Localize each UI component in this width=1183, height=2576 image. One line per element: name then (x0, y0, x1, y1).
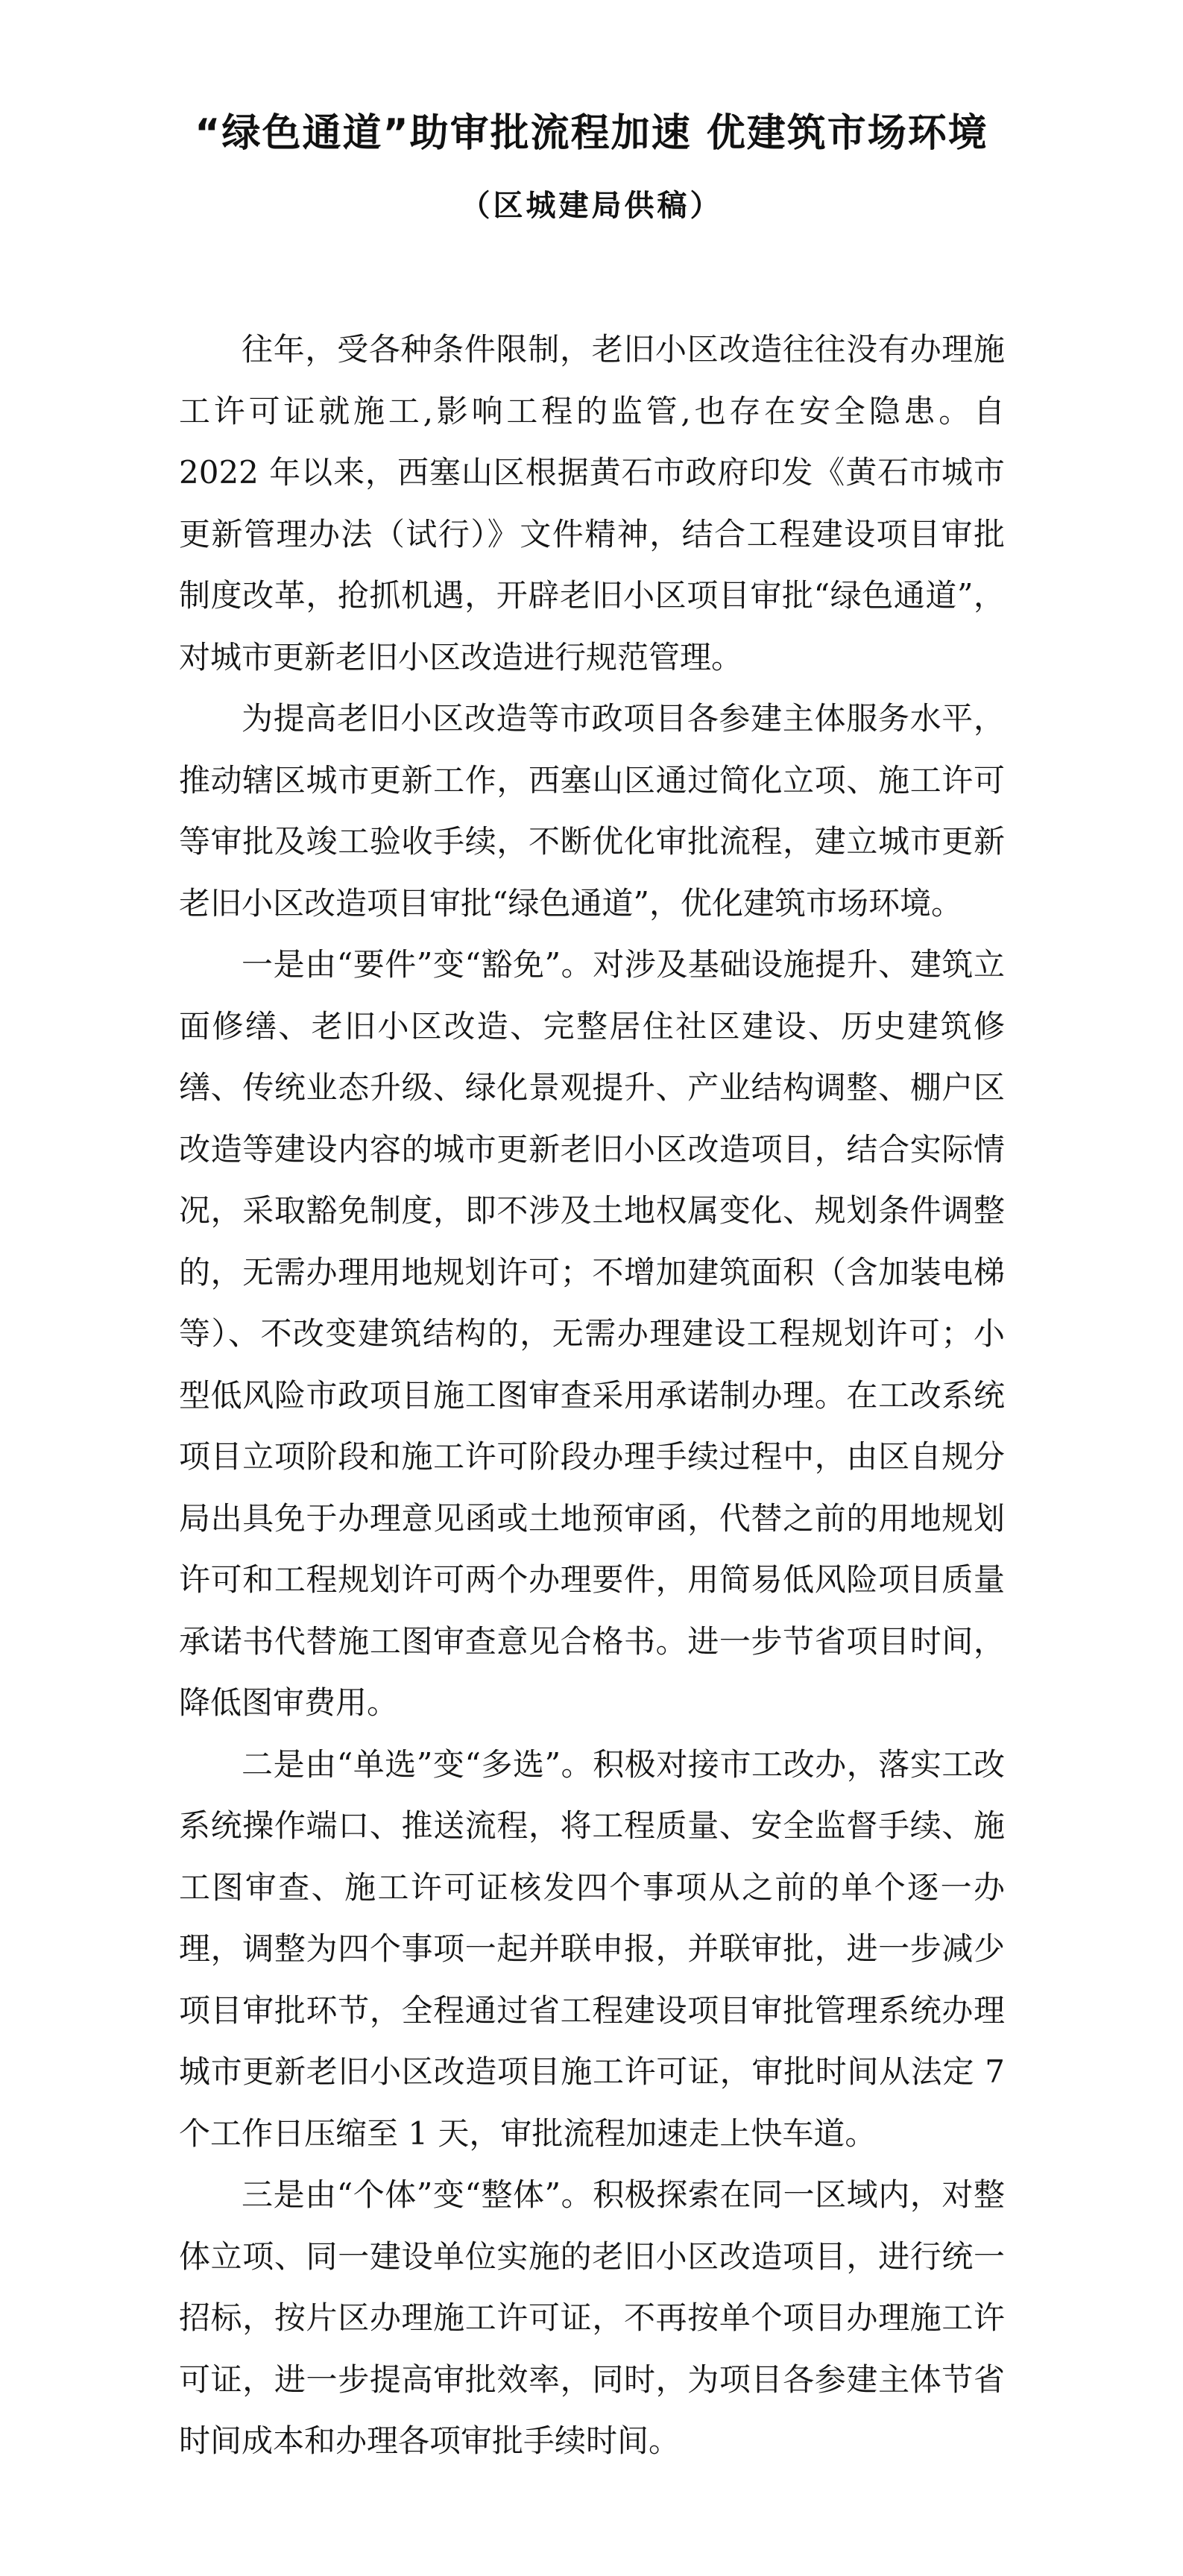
paragraph-overview: 为提高老旧小区改造等市政项目各参建主体服务水平，推动辖区城市更新工作，西塞山区通过简化立项、施工许可等审批及竣工验收手续，不断优化审批流程，建立城市更新老旧小区改造项目审批“绿色通道”，优化建筑市场环境。 (179, 700, 1005, 922)
document-subtitle: （区城建局供稿） (460, 188, 723, 223)
paragraph-intro: 往年，受各种条件限制，老旧小区改造往往没有办理施工许可证就施工,影响工程的监管,也存在安全隐患。自 2022 年以来，西塞山区根据黄石市政府印发《黄石市城市更新管理办法（试行）》文件精神，结合工程建设项目审批制度改革，抢抓机遇，开辟老旧小区项目审批“绿色通道”，对城市更新老旧小区改造进行规范管理。 (179, 331, 1005, 676)
paragraph-point-one: 一是由“要件”变“豁免”。对涉及基础设施提升、建筑立面修缮、老旧小区改造、完整居住社区建设、历史建筑修缮、传统业态升级、绿化景观提升、产业结构调整、棚户区改造等建设内容的城市更新老旧小区改造项目，结合实际情况，采取豁免制度，即不涉及土地权属变化、规划条件调整的，无需办理用地规划许可；不增加建筑面积（含加装电梯等）、不改变建筑结构的，无需办理建设工程规划许可；小型低风险市政项目施工图审查采用承诺制办理。在工改系统项目立项阶段和施工许可阶段办理手续过程中，由区自规分局出具免于办理意见函或土地预审函，代替之前的用地规划许可和工程规划许可两个办理要件，用简易低风险项目质量承诺书代替施工图审查意见合格书。进一步节省项目时间，降低图审费用。 (179, 946, 1005, 1721)
document-body (179, 319, 1005, 2472)
paragraph-point-two: 二是由“单选”变“多选”。积极对接市工改办，落实工改系统操作端口、推送流程，将工程质量、安全监督手续、施工图审查、施工许可证核发四个事项从之前的单个逐一办理，调整为四个事项一起并联申报，并联审批，进一步减少项目审批环节，全程通过省工程建设项目审批管理系统办理城市更新老旧小区改造项目施工许可证，审批时间从法定 7 个工作日压缩至 1 天，审批流程加速走上快车道。 (179, 1745, 1005, 2152)
document-title: “绿色通道”助审批流程加速 优建筑市场环境 (195, 111, 988, 156)
paragraph-point-three: 三是由“个体”变“整体”。积极探索在同一区域内，对整体立项、同一建设单位实施的老旧小区改造项目，进行统一招标，按片区办理施工许可证，不再按单个项目办理施工许可证，进一步提高审批效率，同时，为项目各参建主体节省时间成本和办理各项审批手续时间。 (179, 2176, 1005, 2459)
